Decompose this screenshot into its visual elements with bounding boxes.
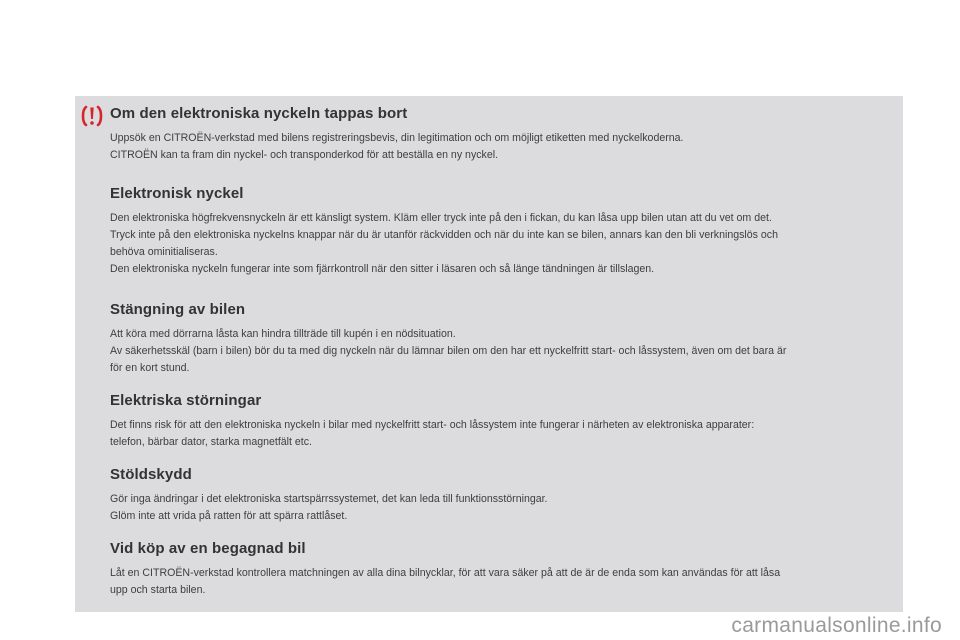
section-locking-vehicle [110,300,900,377]
body-line: telefon, bärbar dator, starka magnetfält etc. [110,436,312,448]
body-line: Av säkerhetsskäl (barn i bilen) bör du ta med dig nyckeln när du lämnar bilen om den har ett nyckelfritt start- och låssystem, även om det bara är [110,345,787,357]
section-body [110,130,900,164]
body-line: Det finns risk för att den elektroniska nyckeln i bilar med nyckelfritt start- och låssystem inte fungerar i närheten av elektroniska apparater: [110,419,755,431]
section-title: Om den elektroniska nyckeln tappas bort [110,105,408,122]
body-line: Att köra med dörrarna låsta kan hindra tillträde till kupén i en nödsituation. [110,328,456,340]
section-body [110,326,900,377]
section-electronic-key [110,184,900,278]
section-electrical-interference [110,391,900,451]
body-line: CITROËN kan ta fram din nyckel- och transponderkod för att beställa en ny nyckel. [110,149,499,161]
section-title: Stängning av bilen [110,301,246,318]
warning-exclamation-icon [80,104,104,128]
content [110,104,900,599]
section-body [110,565,900,599]
section-anti-theft [110,465,900,525]
section-title: Elektriska störningar [110,392,262,409]
body-line: Låt en CITROËN-verkstad kontrollera matchningen av alla dina bilnycklar, för att vara säker på att de är de enda som kan användas för att låsa [110,567,781,579]
section-title: Elektronisk nyckel [110,185,244,202]
body-line: Den elektroniska nyckeln fungerar inte som fjärrkontroll när den sitter i läsaren och så länge tändningen är tillslagen. [110,263,655,275]
body-line: behöva ominitialiseras. [110,246,218,258]
body-line: Tryck inte på den elektroniska nyckelns knappar när du är utanför räckvidden och när du inte kan se bilen, annars kan den bli verkningslös och [110,229,778,241]
section-title: Vid köp av en begagnad bil [110,540,306,557]
section-body [110,491,900,525]
section-body [110,210,900,278]
section-used-vehicle [110,539,900,599]
watermark-text: carmanualsonline.info [731,614,942,637]
section-body [110,417,900,451]
section-title: Stöldskydd [110,466,192,483]
body-line: Glöm inte att vrida på ratten för att spärra rattlåset. [110,510,348,522]
body-line: Den elektroniska högfrekvensnyckeln är ett känsligt system. Kläm eller tryck inte på den i fickan, du kan låsa upp bilen utan att du vet om det. [110,212,772,224]
body-line: för en kort stund. [110,362,190,374]
body-line: Gör inga ändringar i det elektroniska startspärrssystemet, det kan leda till funktionsstörningar. [110,493,548,505]
section-lost-key [110,104,900,164]
body-line: upp och starta bilen. [110,584,206,596]
body-line: Uppsök en CITROËN-verkstad med bilens registreringsbevis, din legitimation och om möjligt etiketten med nyckelkoderna. [110,132,684,144]
